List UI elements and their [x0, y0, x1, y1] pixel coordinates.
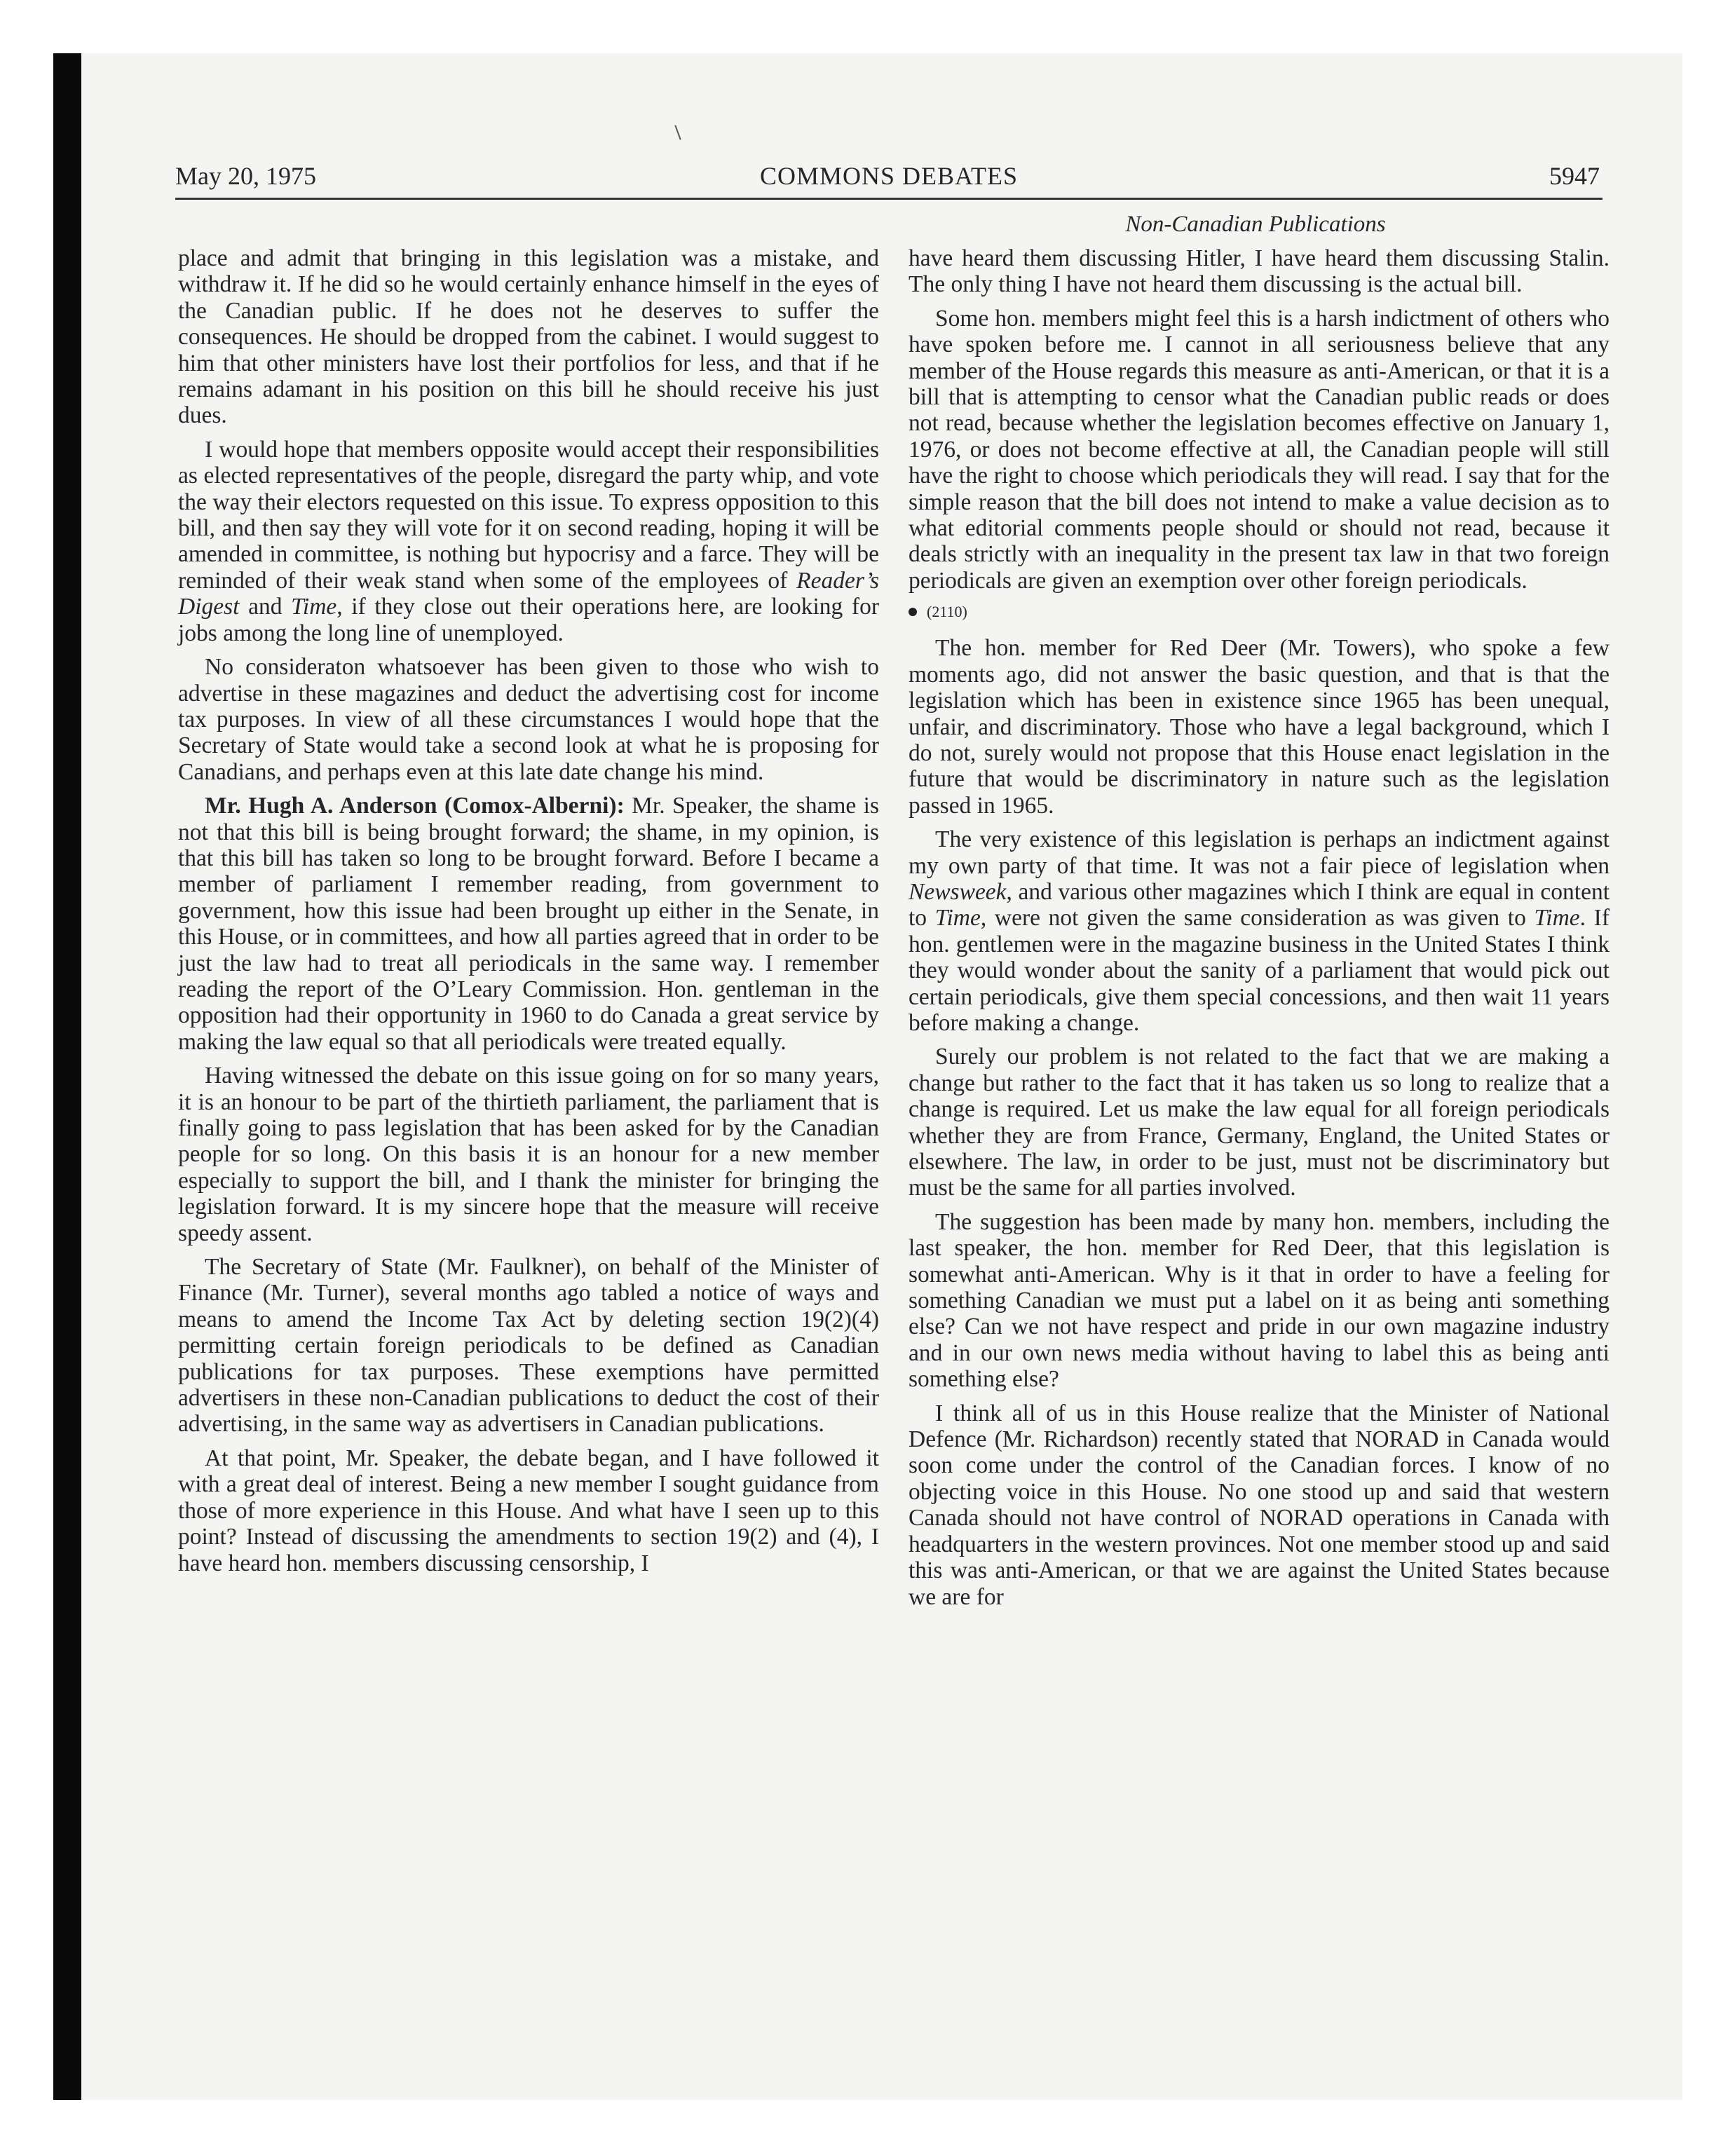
- publication-name: Time: [291, 594, 337, 620]
- text-run: and: [239, 594, 292, 620]
- publication-name: Reader’s Digest: [178, 567, 879, 620]
- paragraph: Having witnessed the debate on this issue going on for so many years, it is an honour to be part of the thirtieth parliament, the parliament that is finally going to pass legislation that has been asked for by the Canadian people for so long. On this basis it is an honour for a new member especially to support the bill, and I thank the minister for bringing the legislation forward. It is my sincere hope that the measure will receive speedy assent.: [178, 1063, 879, 1246]
- bullet-icon: [909, 608, 917, 616]
- header-title: COMMONS DEBATES: [759, 162, 1019, 190]
- page-header: [175, 158, 1603, 200]
- publication-name: Time: [1534, 905, 1580, 932]
- text-run: I would hope that members opposite would accept their responsibilities as elected representatives of the people, disregard the party whip, and vote the way their electors requested on this issue. To express opposition to this bill, and then say they will vote for it on second reading, hoping it will be amended in committee, is nothing but hypocrisy and a farce. They will be reminded of their weak stand when some of the employees of: [178, 436, 879, 594]
- paragraph: Some hon. members might feel this is a harsh indictment of others who have spoken before me. I cannot in all seriousness believe that any member of the House regards this measure as anti-American, or that it is a bill that is attempting to censor what the Canadian public reads or does not read, because whether the legislation becomes effective on January 1, 1976, or does not become effective at all, the Canadian people will still have the right to choose which periodicals they will read. I say that for the simple reason that the bill does not intend to make a value decision as to what editorial comments people should or should not read, because it deals strictly with an inequality in the present tax law in that two foreign periodicals are given an exemption over other foreign periodicals.: [909, 305, 1610, 594]
- time-marker-text: (2110): [927, 603, 967, 621]
- paragraph: At that point, Mr. Speaker, the debate began, and I have followed it with a great deal of interest. Being a new member I sought guidance from those of more experience in this House. And what have I seen up to this point? Instead of discussing the amendments to section 19(2) and (4), I have heard hon. members discussing censorship, I: [178, 1445, 879, 1576]
- scan-edge: [53, 53, 81, 2100]
- page-number: 5947: [1549, 162, 1600, 190]
- paragraph: I think all of us in this House realize that the Minister of National Defence (Mr. Richardson) recently stated that NORAD in Canada would soon come under the control of the Canadian forces. I know of no objecting voice in this House. No one stood up and said that western Canada should not have control of NORAD operations in Canada with headquarters in the western provinces. Not one member stood up and said this was anti-American, or that we are against the United States because we are for: [909, 1400, 1610, 1610]
- paragraph: The hon. member for Red Deer (Mr. Towers), who spoke a few moments ago, did not answer the basic question, and that is that the legislation which has been in existence since 1965 has been unequal, unfair, and discriminatory. Those who have a legal background, which I do not, surely would not propose that this House enact legislation in the future that would be discriminatory in nature such as the legislation passed in 1965.: [909, 635, 1610, 819]
- paragraph: The suggestion has been made by many hon. members, including the last speaker, the hon. member for Red Deer, that this legislation is somewhat anti-American. Why is it that in order to have a feeling for something Canadian we must put a label on it as being anti something else? Can we not have respect and pride in our own magazine industry and in our own news media without having to label this as being anti something else?: [909, 1208, 1610, 1393]
- text-run: . If hon. gentlemen were in the magazine business in the United States I think they would wonder about the sanity of a parliament that would pick out certain periodicals, give them special concessions, and then wait 11 years before making a change.: [909, 905, 1610, 1036]
- text-run: , were not given the same consideration as was given to: [980, 905, 1535, 932]
- paragraph: [909, 826, 1610, 1036]
- text-run: Mr. Speaker, the shame is not that this bill is being brought forward; the shame, in my opinion, is that this bill has taken so long to be brought forward. Before I became a member of parliament I remember reading, from government to government, how this issue had been brought up either in the Senate, in this House, or in committees, and how all parties agreed that in order to be just the law had to treat all periodicals in the same way. I remember reading the report of the O’Leary Commission. Hon. gentleman in the opposition had their opportunity in 1960 to do Canada a great service by making the law equal so that all periodicals were treated equally.: [178, 793, 879, 1055]
- paragraph: have heard them discussing Hitler, I have heard them discussing Stalin. The only thing I have not heard them discussing is the actual bill.: [909, 245, 1610, 298]
- paragraph: place and admit that bringing in this legislation was a mistake, and withdraw it. If he did so he would certainly enhance himself in the eyes of the Canadian public. If he does not he deserves to suffer the consequences. He should be dropped from the cabinet. I would suggest to him that other ministers have lost their portfolios for less, and that if he remains adamant in his position on this bill he should receive his just dues.: [178, 245, 879, 429]
- speaker-name: Mr. Hugh A. Anderson (Comox-Alberni):: [205, 793, 625, 819]
- paragraph: No consideraton whatsoever has been given to those who wish to advertise in these magazines and deduct the advertising cost for income tax purposes. In view of all these circumstances I would hope that the Secretary of State would take a second look at what he is proposing for Canadians, and perhaps even at this late date change his mind.: [178, 654, 879, 785]
- text-run: , and various other magazines which I think are equal in content to: [909, 878, 1610, 932]
- publication-name: Time: [934, 905, 981, 932]
- left-column: [178, 245, 879, 1584]
- time-marker: [909, 601, 1610, 622]
- publication-name: Newsweek: [909, 878, 1007, 905]
- right-column: [909, 245, 1610, 1618]
- paragraph: [178, 793, 879, 1055]
- text-run: The very existence of this legislation is perhaps an indictment against my own party of that time. It was not a fair piece of legislation when: [909, 826, 1610, 879]
- paragraph: [178, 437, 879, 646]
- paragraph: Surely our problem is not related to the fact that we are making a change but rather to the fact that it has taken us so long to realize that a change is required. Let us make the law equal for all foreign periodicals whether they are from France, Germany, England, the United States or elsewhere. The law, in order to be just, must not be discriminatory but must be the same for all parties involved.: [909, 1044, 1610, 1201]
- section-title: Non-Canadian Publications: [1125, 212, 1386, 237]
- paragraph: The Secretary of State (Mr. Faulkner), on behalf of the Minister of Finance (Mr. Turner), several months ago tabled a notice of ways and means to amend the Income Tax Act by deleting section 19(2)(4) permitting certain foreign periodicals to be defined as Canadian publications for tax purposes. These exemptions have permitted advertisers in these non-Canadian publications to deduct the cost of their advertising, in the same way as advertisers in Canadian publications.: [178, 1254, 879, 1438]
- text-run: , if they close out their operations here, are looking for jobs among the long line of unemployed.: [178, 594, 879, 646]
- header-date: May 20, 1975: [175, 162, 316, 190]
